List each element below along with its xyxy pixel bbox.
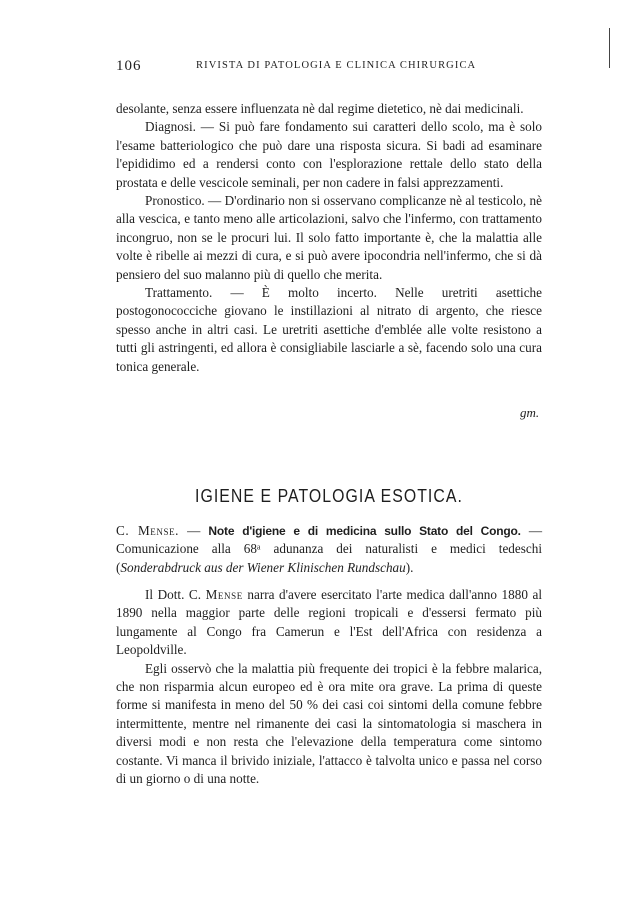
paragraph-pronostico: Pronostico. — D'ordinario non si osservano complicanze nè al testicolo, nè alla vescica, e tanto meno alle articolazioni, salvo che l'infermo, con trattamento incongruo, non se le procuri lui. Il solo fatto importante è, che la malattia alle volte è ribelle ai mezzi di cura, e si può avere ipocondria nell'infermo, che si dà pensiero del suo malanno più di quello che merita. [116,193,542,282]
paragraph-continuation: desolante, senza essere influenzata nè dal regime dietetico, nè dai medicinali. [116,101,524,116]
heading-dash: — [179,523,209,538]
article-close: ). [405,559,414,575]
article-author: C. Mense. [116,523,180,538]
page-header [116,58,542,76]
article-title: Note d'igiene e di medicina sullo Stato del Congo. [208,524,521,538]
body-p1-rest: narra d'avere esercitato l'arte medica dall'anno 1880 al 1890 nella maggior parte delle regioni tropicali e d'essersi fermato più lungamente al Congo fra Camerun e l'Est dell'Africa con residenza a Leopoldville. [116,587,542,658]
article-intro: Comunicazione alla 68ᵃ adunanza dei naturalisti e medici tedeschi ( [116,541,542,575]
author-initials: gm. [520,405,540,420]
body-p1-start: Il Dott. C. [145,587,206,602]
page-edge-line [609,28,610,68]
article-source: Sonderabdruck aus der Wiener Klinischen Rundschau [120,559,406,575]
paragraph-diagnosi: Diagnosi. — Si può fare fondamento sui caratteri dello scolo, ma è solo l'esame batteriologico che può dare una risposta sicura. Si badi ad esaminare l'epididimo ed a rendersi conto con l'esplorazione rettale dello stato della prostata e delle vescicole seminali, per non cadere in falsi apprezzamenti. [116,119,542,190]
article-heading [116,522,542,577]
article-body [116,586,542,788]
body-p1-name: Mense [205,587,243,602]
heading-dash: — [520,523,543,538]
paragraph-trattamento: Trattamento. — È molto incerto. Nelle uretriti asettiche postogonococciche giovano le instillazioni al nitrato di argento, che riesce spesso anche in altri casi. Le uretriti asettiche d'emblée alle volte resistono a tutti gli astringenti, ed allora è consigliabile lasciarle a sè, facendo solo una cura tonica generale. [116,285,542,374]
body-paragraph-2: Egli osservò che la malattia più frequente dei tropici è la febbre malarica, che non risparmia alcun europeo ed è ora mite ora grave. La prima di queste forme si manifesta in meno del 50 % dei casi coi sintomi della comune febbre intermittente, mentre nel rimanente dei casi la sintomatologia si maschera in diversi modi e non resta che l'elevazione della temperatura come sintomo costante. Vi manca il brivido iniziale, l'attacco è talvolta unico e passa nel corso di un giorno o di una notte. [116,660,542,787]
previous-article-text [116,100,542,376]
section-title: IGIENE E PATOLOGIA ESOTICA. [195,486,463,506]
page-number: 106 [116,58,142,74]
running-title: RIVISTA DI PATOLOGIA E CLINICA CHIRURGICA [196,60,477,71]
body-paragraph-1 [116,586,542,660]
